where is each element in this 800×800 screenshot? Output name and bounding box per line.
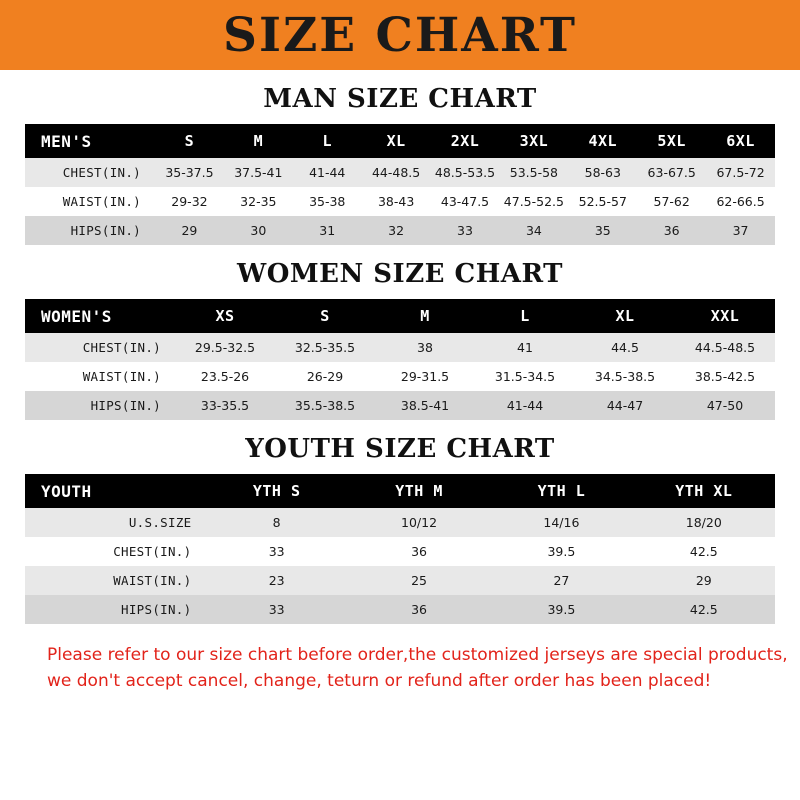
table-cell: 47-50 (675, 391, 775, 420)
table-cell: 32.5-35.5 (275, 333, 375, 362)
table-cell: 57-62 (637, 187, 706, 216)
table-cell: 35.5-38.5 (275, 391, 375, 420)
table-cell: 58-63 (568, 158, 637, 187)
youth-size-table (25, 474, 775, 624)
table-row (25, 362, 775, 391)
header-cell-size: XXL (710, 307, 740, 325)
row-label: CHEST(IN.) (25, 333, 175, 362)
table-cell: 43-47.5 (431, 187, 500, 216)
table-cell: 44-48.5 (362, 158, 431, 187)
table-cell: 32 (362, 216, 431, 245)
table-cell: 44.5 (575, 333, 675, 362)
row-label: WAIST(IN.) (25, 187, 155, 216)
table-cell: 47.5-52.5 (499, 187, 568, 216)
table-cell: 35 (568, 216, 637, 245)
notice-line-1: Please refer to our size chart before order,the customized jerseys are special products, (47, 645, 788, 665)
table-row (25, 187, 775, 216)
table-cell: 41-44 (475, 391, 575, 420)
header-cell-size: S (320, 307, 330, 325)
header-cell-size: XS (215, 307, 235, 325)
table-cell: 44-47 (575, 391, 675, 420)
table-cell: 8 (205, 508, 347, 537)
page-banner (0, 0, 800, 70)
table-header-row (25, 474, 775, 508)
table-cell: 38 (375, 333, 475, 362)
table-cell: 29-31.5 (375, 362, 475, 391)
header-cell-size: YTH L (537, 482, 586, 500)
table-cell: 35-37.5 (155, 158, 224, 187)
table-row (25, 537, 775, 566)
header-cell-size: 2XL (450, 132, 480, 150)
table-row (25, 508, 775, 537)
table-cell: 10/12 (348, 508, 490, 537)
header-cell-size: 3XL (519, 132, 549, 150)
row-label: WAIST(IN.) (25, 566, 205, 595)
table-cell: 29 (155, 216, 224, 245)
table-cell: 36 (637, 216, 706, 245)
table-cell: 41 (475, 333, 575, 362)
table-cell: 23.5-26 (175, 362, 275, 391)
header-cell-size: 5XL (657, 132, 686, 150)
row-label: HIPS(IN.) (25, 595, 205, 624)
row-label: CHEST(IN.) (25, 537, 205, 566)
header-cell-size: XL (615, 307, 635, 325)
header-cell-category: YOUTH (41, 481, 92, 501)
table-cell: 39.5 (490, 537, 632, 566)
table-cell: 32-35 (224, 187, 293, 216)
row-label: HIPS(IN.) (25, 391, 175, 420)
table-header-row (25, 299, 775, 333)
table-cell: 48.5-53.5 (431, 158, 500, 187)
table-cell: 62-66.5 (706, 187, 775, 216)
table-cell: 36 (348, 537, 490, 566)
notice-line-2: we don't accept cancel, change, teturn or refund after order has been placed! (47, 671, 712, 691)
section-title-youth: YOUTH SIZE CHART (245, 434, 555, 464)
table-cell: 38.5-41 (375, 391, 475, 420)
table-cell: 34.5-38.5 (575, 362, 675, 391)
row-label: CHEST(IN.) (25, 158, 155, 187)
table-cell: 33-35.5 (175, 391, 275, 420)
section-man-size-chart (25, 84, 775, 245)
table-cell: 29-32 (155, 187, 224, 216)
women-size-table (25, 299, 775, 420)
table-cell: 31.5-34.5 (475, 362, 575, 391)
header-cell-size: XL (386, 132, 406, 150)
header-cell-size: YTH S (252, 482, 301, 500)
table-cell: 14/16 (490, 508, 632, 537)
table-header-row (25, 124, 775, 158)
header-cell-category: WOMEN'S (41, 306, 112, 326)
table-cell: 18/20 (633, 508, 775, 537)
table-cell: 44.5-48.5 (675, 333, 775, 362)
table-row (25, 333, 775, 362)
header-cell-size: 4XL (588, 132, 618, 150)
table-row (25, 566, 775, 595)
page-title: SIZE CHART (223, 7, 577, 63)
table-cell: 29 (633, 566, 775, 595)
header-cell-size: YTH XL (675, 482, 733, 500)
row-label: HIPS(IN.) (25, 216, 155, 245)
table-cell: 38.5-42.5 (675, 362, 775, 391)
row-label: WAIST(IN.) (25, 362, 175, 391)
table-cell: 31 (293, 216, 362, 245)
table-cell: 67.5-72 (706, 158, 775, 187)
header-cell-size: YTH M (395, 482, 443, 500)
table-cell: 39.5 (490, 595, 632, 624)
header-cell-size: S (184, 132, 195, 150)
table-cell: 30 (224, 216, 293, 245)
section-title-man: MAN SIZE CHART (263, 84, 537, 114)
table-cell: 63-67.5 (637, 158, 706, 187)
charts-container (0, 84, 800, 694)
header-cell-size: L (322, 132, 332, 150)
table-cell: 36 (348, 595, 490, 624)
table-row (25, 595, 775, 624)
table-row (25, 216, 775, 245)
table-cell: 34 (499, 216, 568, 245)
table-cell: 33 (431, 216, 500, 245)
table-cell: 26-29 (275, 362, 375, 391)
row-label: U.S.SIZE (25, 508, 205, 537)
table-cell: 33 (205, 537, 347, 566)
table-row (25, 158, 775, 187)
header-cell-size: L (520, 307, 530, 325)
table-cell: 37.5-41 (224, 158, 293, 187)
order-policy-notice (25, 642, 788, 694)
table-cell: 27 (490, 566, 632, 595)
table-cell: 37 (706, 216, 775, 245)
table-cell: 42.5 (633, 595, 775, 624)
section-women-size-chart (25, 259, 775, 420)
header-cell-category: MEN'S (41, 131, 92, 151)
table-cell: 53.5-58 (499, 158, 568, 187)
table-cell: 25 (348, 566, 490, 595)
section-youth-size-chart (25, 434, 775, 624)
table-cell: 52.5-57 (568, 187, 637, 216)
header-cell-size: M (253, 132, 264, 150)
section-title-women: WOMEN SIZE CHART (237, 259, 563, 289)
header-cell-size: 6XL (726, 132, 755, 150)
table-cell: 33 (205, 595, 347, 624)
man-size-table (25, 124, 775, 245)
table-cell: 41-44 (293, 158, 362, 187)
table-cell: 38-43 (362, 187, 431, 216)
table-cell: 42.5 (633, 537, 775, 566)
table-cell: 23 (205, 566, 347, 595)
table-cell: 29.5-32.5 (175, 333, 275, 362)
table-cell: 35-38 (293, 187, 362, 216)
header-cell-size: M (420, 307, 430, 325)
table-row (25, 391, 775, 420)
